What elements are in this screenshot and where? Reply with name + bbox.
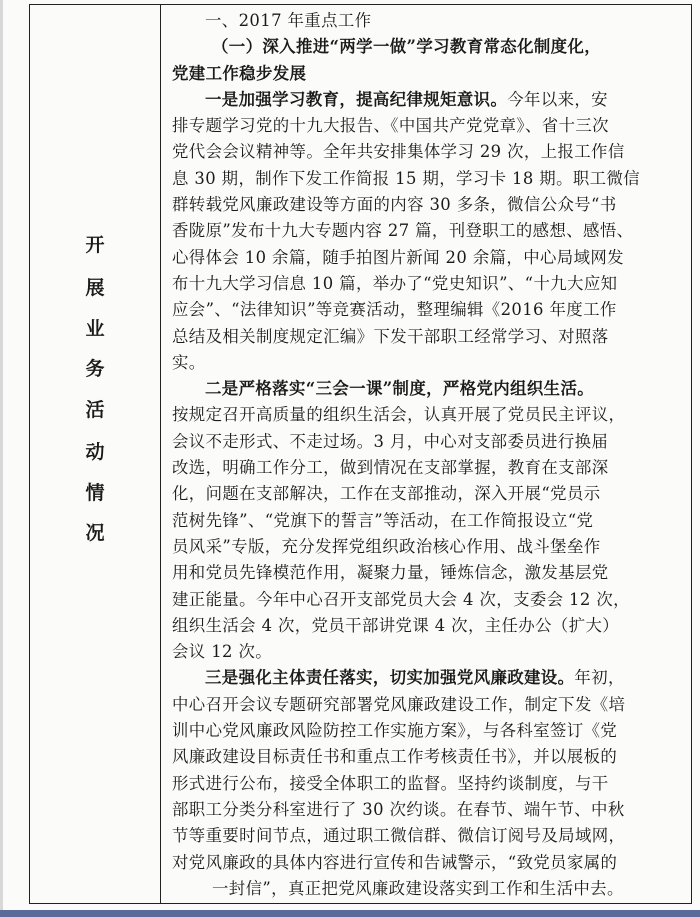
row-label-char: 业 bbox=[85, 318, 105, 340]
row-label-char: 务 bbox=[85, 358, 105, 380]
row-label-char: 活 bbox=[85, 399, 105, 421]
text-line: 范树先锋”、“党旗下的誓言”等活动，在工作简报设立“党 bbox=[172, 510, 594, 530]
bold-run: 三是强化主体责任落实，切实加强党风廉政建设。 bbox=[205, 668, 575, 688]
text-run: 今年以来，安 bbox=[507, 89, 608, 109]
text-line: 二是严格落实“三会一课”制度，严格党内组织生活。 bbox=[205, 379, 595, 399]
text-line: （一）深入推进“两学一做”学习教育常态化制度化， bbox=[212, 37, 602, 57]
text-line: 会议 12 次。 bbox=[172, 642, 273, 662]
text-line: 中心召开会议专题研究部署党风廉政建设工作，制定下发《培 bbox=[172, 694, 626, 714]
text-line: 应会”、“法律知识”等竞赛活动，整理编辑《2016 年度工作 bbox=[172, 300, 617, 320]
text-line: 用和党员先锋模范作用，凝聚力量，锤炼信念，激发基层党 bbox=[172, 563, 609, 583]
row-label-char: 动 bbox=[85, 441, 105, 463]
text-line: 实。 bbox=[172, 352, 206, 372]
text-line: 心得体会 10 余篇，随手拍图片新闻 20 余篇，中心局域网发 bbox=[172, 247, 624, 267]
text-line: 排专题学习党的十九大报告、《中国共产党党章》、省十三次 bbox=[172, 116, 609, 136]
text-line: 风廉政建设目标责任书和重点工作考核责任书》，并以展板的 bbox=[172, 747, 618, 767]
row-label-char: 开 bbox=[85, 234, 105, 256]
text-line: 党代会会议精神等。全年共安排集体学习 29 次，上报工作信 bbox=[172, 142, 625, 162]
text-line: 化，问题在支部解决，工作在支部推动，深入开展“党员示 bbox=[172, 484, 601, 504]
text-line: 总结及相关制度规定汇编》下发干部职工经常学习、对照落 bbox=[172, 326, 609, 346]
text-line: 一封信”，真正把党风廉政建设落实到工作和生活中去。 bbox=[212, 878, 624, 898]
column-divider bbox=[160, 4, 161, 904]
text-line: 对党风廉政的具体内容进行宣传和告诫警示，“致党员家属的 bbox=[172, 852, 618, 872]
text-line: 一、2017 年重点工作 bbox=[205, 11, 372, 30]
text-line: 组织生活会 4 次，党员干部讲党课 4 次，主任办公（扩大） bbox=[172, 615, 620, 635]
content-cell bbox=[172, 8, 682, 902]
text-line: 香陇原”发布十九大专题内容 27 篇，刊登职工的感想、感悟、 bbox=[172, 221, 634, 241]
text-line: 改选，明确工作分工，做到情况在支部掌握，教育在支部深 bbox=[172, 458, 609, 478]
row-label-column bbox=[30, 4, 160, 904]
row-label-char: 况 bbox=[85, 522, 105, 544]
text-line bbox=[172, 87, 682, 113]
text-line: 党建工作稳步发展 bbox=[172, 63, 307, 83]
text-line: 会议不走形式、不走过场。3 月，中心对支部委员进行换届 bbox=[172, 431, 609, 451]
page-edge bbox=[0, 0, 3, 917]
text-line: 节等重要时间节点，通过职工微信群、微信订阅号及局域网， bbox=[172, 826, 626, 846]
text-line: 群转载党风廉政建设等方面的内容 30 多条，微信公众号“书 bbox=[172, 195, 617, 215]
text-line: 布十九大学习信息 10 篇，举办了“党史知识”、“十九大应知 bbox=[172, 273, 618, 293]
text-line: 按规定召开高质量的组织生活会，认真开展了党员民主评议， bbox=[172, 405, 626, 425]
text-line bbox=[172, 665, 682, 691]
row-label-char: 展 bbox=[85, 277, 105, 299]
bottom-bar bbox=[0, 910, 700, 917]
text-run: 年初， bbox=[574, 668, 625, 688]
text-line: 建正能量。今年中心召开支部党员大会 4 次，支委会 12 次， bbox=[172, 589, 630, 609]
text-line: 员风采”专版，充分发挥党组织政治核心作用、战斗堡垒作 bbox=[172, 536, 601, 556]
text-line: 形式进行公布，接受全体职工的监督。坚持约谈制度，与干 bbox=[172, 773, 609, 793]
row-label-char: 情 bbox=[85, 482, 105, 504]
text-line: 部职工分类分科室进行了 30 次约谈。在春节、端午节、中秋 bbox=[172, 799, 625, 819]
bold-run: 一是加强学习教育，提高纪律规矩意识。 bbox=[205, 89, 508, 109]
text-line: 息 30 期，制作下发工作简报 15 期，学习卡 18 期。职工微信 bbox=[172, 168, 641, 188]
text-line: 训中心党风廉政风险防控工作实施方案》，与各科室签订《党 bbox=[172, 721, 618, 741]
